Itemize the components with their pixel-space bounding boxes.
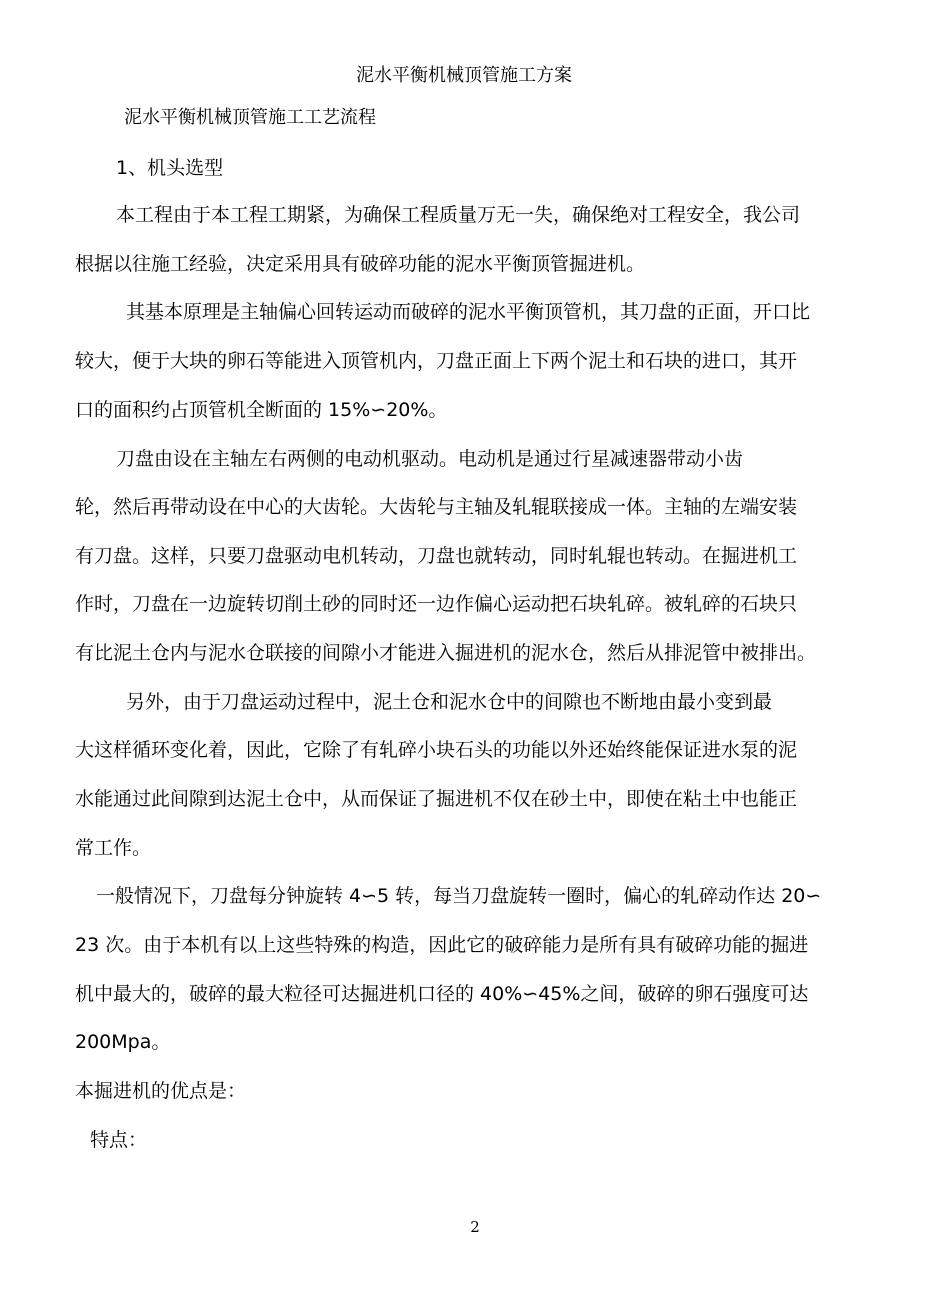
paragraph-line: 其基本原理是主轴偏心回转运动而破碎的泥水平衡顶管机，其刀盘的正面，开口比 (126, 301, 811, 323)
paragraph-line: 另外，由于刀盘运动过程中，泥土仓和泥水仓中的间隙也不断地由最小变到最 (126, 691, 773, 713)
paragraph-line: 作时，刀盘在一边旋转切削土砂的同时还一边作偏心运动把石块轧碎。被轧碎的石块只 (75, 593, 798, 615)
paragraph-line: 200Mpa。 (75, 1031, 171, 1053)
page-number: 2 (470, 1218, 480, 1236)
paragraph-line: 23 次。由于本机有以上这些特殊的构造，因此它的破碎能力是所有具有破碎功能的掘进 (75, 934, 809, 956)
paragraph-line: 大这样循环变化着，因此，它除了有轧碎小块石头的功能以外还始终能保证进水泵的泥 (75, 739, 798, 761)
paragraph-line: 较大，便于大块的卵石等能进入顶管机内，刀盘正面上下两个泥土和石块的进口，其开 (75, 350, 798, 372)
advantages-heading: 本掘进机的优点是： (75, 1080, 247, 1102)
paragraph-line: 常工作。 (75, 837, 152, 859)
paragraph-line: 水能通过此间隙到达泥土仓中，从而保证了掘进机不仅在砂土中，即使在粘土中也能正 (75, 788, 798, 810)
paragraph-line: 有比泥土仓内与泥水仓联接的间隙小才能进入掘进机的泥水仓，然后从排泥管中被排出。 (75, 642, 817, 664)
features-heading: 特点： (90, 1129, 148, 1151)
paragraph-line: 刀盘由设在主轴左右两侧的电动机驱动。电动机是通过行星减速器带动小齿 (116, 448, 744, 470)
paragraph-line: 轮，然后再带动设在中心的大齿轮。大齿轮与主轴及轧辊联接成一体。主轴的左端安装 (75, 496, 798, 518)
paragraph-line: 本工程由于本工程工期紧，为确保工程质量万无一失，确保绝对工程安全，我公司 (116, 204, 801, 226)
paragraph-line: 根据以往施工经验，决定采用具有破碎功能的泥水平衡顶管掘进机。 (75, 253, 646, 275)
paragraph-line: 机中最大的，破碎的最大粒径可达掘进机口径的 40%∽45%之间，破碎的卵石强度可达 (75, 983, 809, 1005)
subsection-heading: 1、机头选型 (116, 157, 224, 179)
section-heading: 泥水平衡机械顶管施工工艺流程 (124, 107, 376, 128)
paragraph-line: 口的面积约占顶管机全断面的 15%∽20%。 (75, 399, 448, 421)
paragraph-line: 有刀盘。这样，只要刀盘驱动电机转动，刀盘也就转动，同时轧辊也转动。在掘进机工 (75, 545, 798, 567)
document-title: 泥水平衡机械顶管施工方案 (356, 65, 572, 86)
paragraph-line: 一般情况下，刀盘每分钟旋转 4∽5 转，每当刀盘旋转一圈时，偏心的轧碎动作达 20∽ (96, 885, 822, 907)
